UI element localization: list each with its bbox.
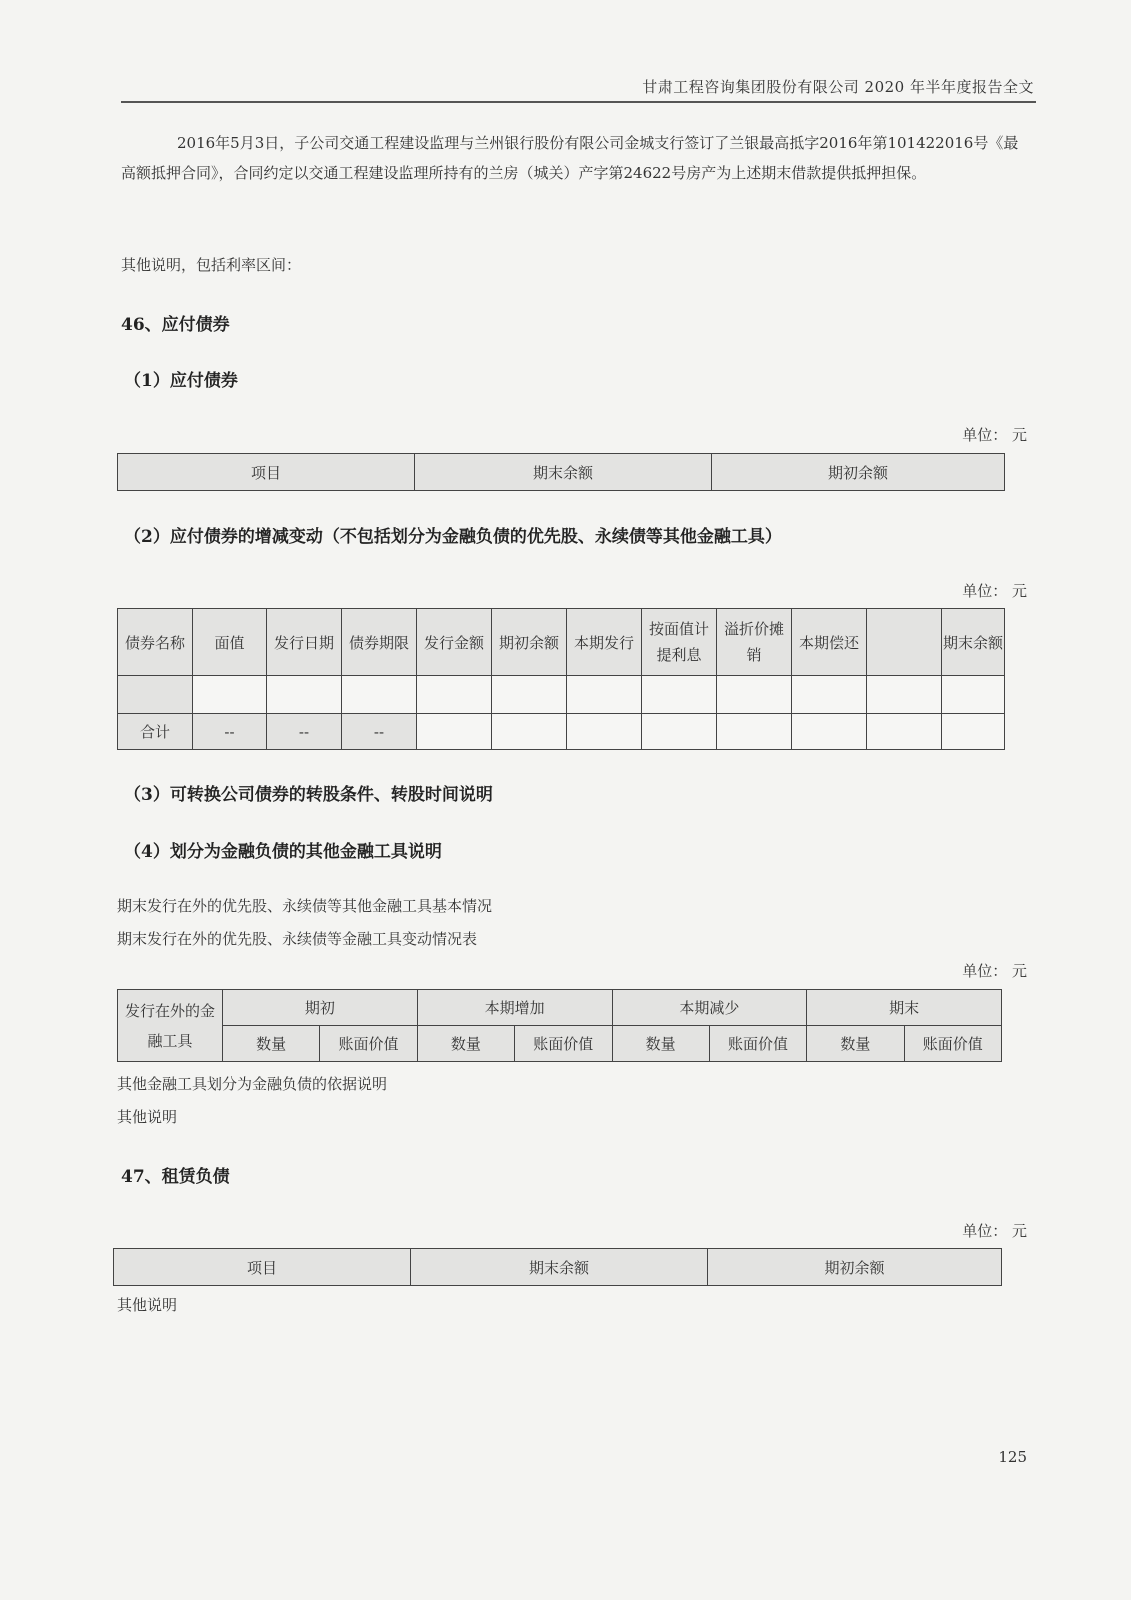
table-cell — [492, 676, 567, 714]
header-cell: 项目 — [114, 1249, 411, 1286]
header-cell: 期初余额 — [712, 454, 1005, 491]
section-46-1-title: （1）应付债券 — [124, 371, 238, 391]
instruments-basic-note: 期末发行在外的优先股、永续债等其他金融工具基本情况 — [117, 897, 493, 915]
page-number: 125 — [998, 1448, 1027, 1466]
bonds-payable-table — [117, 453, 1005, 491]
section-46-4-title: （4）划分为金融负债的其他金融工具说明 — [124, 842, 442, 862]
table-cell — [118, 676, 193, 714]
header-cell — [867, 609, 942, 676]
report-header-title: 甘肃工程咨询集团股份有限公司 2020 年半年度报告全文 — [642, 78, 1034, 96]
table-cell — [567, 714, 642, 750]
table-cell — [417, 676, 492, 714]
table-cell — [492, 714, 567, 750]
subheader-cell: 账面价值 — [320, 1026, 417, 1062]
unit-label-4: 单位： 元 — [962, 1222, 1027, 1240]
group-header: 本期减少 — [612, 990, 807, 1026]
section-47-title: 47、租赁负债 — [121, 1167, 230, 1187]
table-cell — [717, 714, 792, 750]
table-cell — [417, 714, 492, 750]
header-cell: 本期发行 — [567, 609, 642, 676]
other-note-47: 其他说明 — [117, 1296, 178, 1314]
header-rule — [121, 101, 1036, 103]
table-cell — [942, 714, 1005, 750]
table-cell — [642, 676, 717, 714]
header-cell: 债券名称 — [118, 609, 193, 676]
table-cell — [642, 714, 717, 750]
table-cell: -- — [193, 714, 267, 750]
table-cell — [792, 676, 867, 714]
section-46-2-title: （2）应付债券的增减变动（不包括划分为金融负债的优先股、永续债等其他金融工具） — [124, 527, 782, 547]
subheader-cell: 数量 — [223, 1026, 320, 1062]
table-cell — [567, 676, 642, 714]
unit-label-1: 单位： 元 — [962, 426, 1027, 444]
subheader-cell: 账面价值 — [709, 1026, 806, 1062]
table-cell — [193, 676, 267, 714]
header-cell: 期末余额 — [411, 1249, 708, 1286]
lease-liabilities-table — [113, 1248, 1002, 1286]
header-cell: 期末余额 — [942, 609, 1005, 676]
header-cell: 发行金额 — [417, 609, 492, 676]
bonds-change-table — [117, 608, 1005, 750]
header-cell: 期末余额 — [415, 454, 712, 491]
section-46-title: 46、应付债券 — [121, 315, 230, 335]
table-cell — [267, 676, 342, 714]
header-cell: 发行在外的金融工具 — [118, 990, 223, 1062]
subheader-cell: 账面价值 — [515, 1026, 612, 1062]
header-cell: 期初余额 — [492, 609, 567, 676]
subheader-cell: 数量 — [612, 1026, 709, 1062]
header-cell: 溢折价摊销 — [717, 609, 792, 676]
mortgage-paragraph: 2016年5月3日，子公司交通工程建设监理与兰州银行股份有限公司金城支行签订了兰银最高抵字2016年第101422016号《最高额抵押合同》，合同约定以交通工程建设监理所持有的兰房（城关）产字第24622号房产为上述期末借款提供抵押担保。 — [121, 134, 1019, 182]
header-cell: 期初余额 — [708, 1249, 1002, 1286]
table-cell: -- — [267, 714, 342, 750]
unit-label-3: 单位： 元 — [962, 962, 1027, 980]
financial-instruments-table — [117, 989, 1002, 1062]
table-cell: -- — [342, 714, 417, 750]
subheader-cell: 账面价值 — [904, 1026, 1001, 1062]
table-cell — [942, 676, 1005, 714]
group-header: 本期增加 — [417, 990, 612, 1026]
table-cell — [342, 676, 417, 714]
other-note-rate: 其他说明，包括利率区间： — [121, 256, 302, 274]
classification-basis-note: 其他金融工具划分为金融负债的依据说明 — [117, 1075, 388, 1093]
header-cell: 发行日期 — [267, 609, 342, 676]
header-cell: 本期偿还 — [792, 609, 867, 676]
table-cell — [867, 714, 942, 750]
total-row — [118, 714, 1005, 750]
instruments-change-note: 期末发行在外的优先股、永续债等金融工具变动情况表 — [117, 930, 478, 948]
group-header: 期初 — [223, 990, 418, 1026]
table-cell — [792, 714, 867, 750]
section-46-3-title: （3）可转换公司债券的转股条件、转股时间说明 — [124, 785, 493, 805]
header-cell: 按面值计提利息 — [642, 609, 717, 676]
total-label: 合计 — [118, 714, 193, 750]
table-row — [118, 676, 1005, 714]
group-header: 期末 — [807, 990, 1002, 1026]
header-cell: 项目 — [118, 454, 415, 491]
other-note-46: 其他说明 — [117, 1108, 178, 1126]
unit-label-2: 单位： 元 — [962, 582, 1027, 600]
subheader-cell: 数量 — [807, 1026, 904, 1062]
subheader-cell: 数量 — [417, 1026, 514, 1062]
header-cell: 债券期限 — [342, 609, 417, 676]
header-cell: 面值 — [193, 609, 267, 676]
table-cell — [867, 676, 942, 714]
table-cell — [717, 676, 792, 714]
